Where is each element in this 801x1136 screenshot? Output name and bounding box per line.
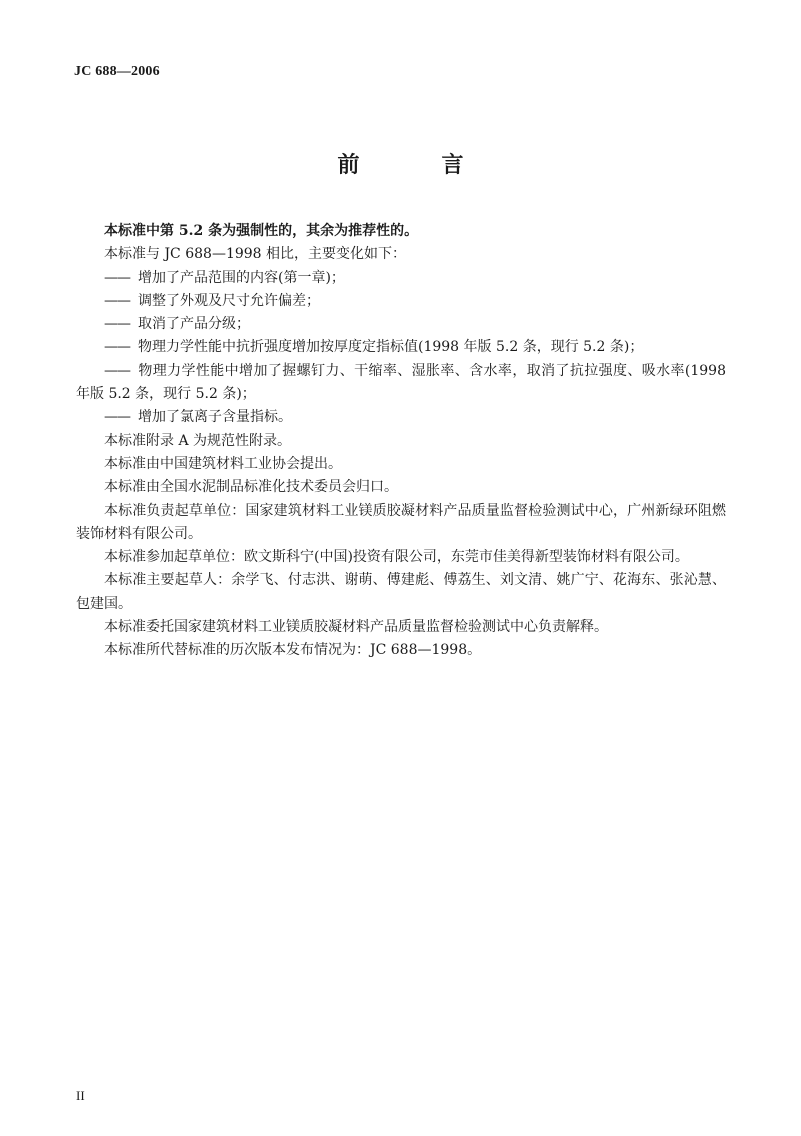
change-item-text: 物理力学性能中抗折强度增加按厚度定指标值(1998 年版 5.2 条，现行 5.2 条)； bbox=[138, 339, 644, 356]
paragraph-interpretation bbox=[76, 616, 726, 639]
change-item bbox=[76, 267, 726, 290]
paragraph-text: 本标准由中国建筑材料工业协会提出。 bbox=[104, 455, 342, 472]
paragraph-text: 本标准主要起草人：余学飞、付志洪、谢萌、傅建彪、傅荔生、刘文清、姚广宁、花海东、张沁慧、包建国。 bbox=[76, 572, 726, 612]
change-item bbox=[76, 406, 726, 429]
paragraph-text: 本标准与 JC 688—1998 相比，主要变化如下： bbox=[104, 246, 407, 263]
change-item bbox=[76, 336, 726, 359]
dash-marker: —— bbox=[104, 409, 130, 426]
paragraph-text: 本标准参加起草单位：欧文斯科宁(中国)投资有限公司，东莞市佳美得新型装饰材料有限公司。 bbox=[104, 549, 689, 566]
paragraph-text: 本标准所代替标准的历次版本发布情况为：JC 688—1998。 bbox=[104, 642, 482, 659]
paragraph-changes-intro bbox=[76, 243, 726, 266]
dash-marker: —— bbox=[104, 339, 130, 356]
dash-marker: —— bbox=[104, 269, 130, 286]
paragraph-participating-unit bbox=[76, 546, 726, 569]
page-number: II bbox=[76, 1088, 85, 1103]
paragraph-drafting-unit bbox=[76, 500, 726, 547]
change-item-text: 增加了产品范围的内容(第一章)； bbox=[138, 269, 345, 286]
standard-code: JC 688—2006 bbox=[74, 64, 160, 79]
change-item-text: 增加了氯离子含量指标。 bbox=[138, 409, 292, 426]
paragraph-drafters bbox=[76, 569, 726, 616]
dash-marker: —— bbox=[104, 316, 130, 333]
change-item-text: 调整了外观及尺寸允许偏差； bbox=[138, 292, 320, 309]
foreword-body bbox=[76, 220, 726, 663]
change-item-text: 物理力学性能中增加了握螺钉力、干缩率、湿胀率、含水率，取消了抗拉强度、吸水率(1998 年版 5.2 条，现行 5.2 条)； bbox=[76, 362, 726, 403]
dash-marker: —— bbox=[104, 292, 130, 309]
paragraph-text: 本标准负责起草单位：国家建筑材料工业镁质胶凝材料产品质量监督检验测试中心，广州新绿环阻燃装饰材料有限公司。 bbox=[76, 502, 726, 542]
page-title: 前 言 bbox=[337, 152, 494, 178]
change-item bbox=[76, 313, 726, 336]
paragraph-proposer bbox=[76, 453, 726, 476]
change-item bbox=[76, 290, 726, 313]
paragraph-text: 本标准委托国家建筑材料工业镁质胶凝材料产品质量监督检验测试中心负责解释。 bbox=[104, 619, 608, 636]
dash-marker: —— bbox=[104, 362, 130, 379]
change-item bbox=[76, 360, 726, 407]
paragraph-text: 本标准由全国水泥制品标准化技术委员会归口。 bbox=[104, 479, 398, 496]
paragraph-committee bbox=[76, 476, 726, 499]
paragraph-appendix bbox=[76, 430, 726, 453]
paragraph-text: 本标准中第 5.2 条为强制性的，其余为推荐性的。 bbox=[104, 223, 419, 239]
paragraph-text: 本标准附录 A 为规范性附录。 bbox=[104, 432, 292, 449]
paragraph-mandatory-clause bbox=[76, 220, 726, 243]
change-item-text: 取消了产品分级； bbox=[138, 316, 250, 333]
paragraph-history bbox=[76, 639, 726, 662]
